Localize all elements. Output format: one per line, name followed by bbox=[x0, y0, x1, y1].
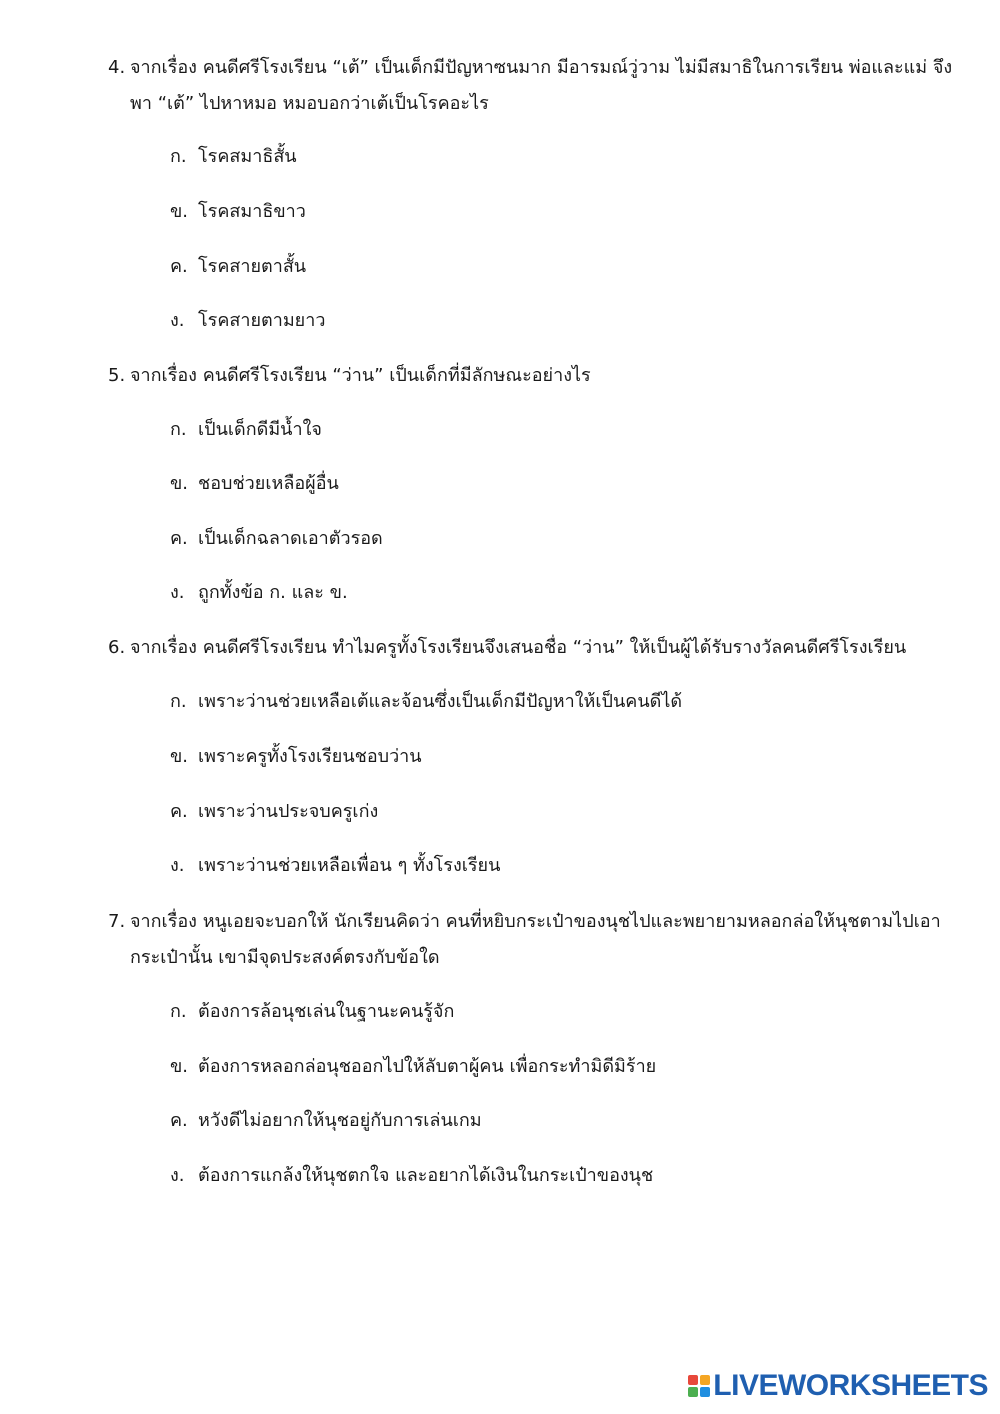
option-text: เพราะว่านช่วยเหลือเพื่อน ๆ ทั้งโรงเรียน bbox=[198, 855, 501, 876]
option-letter: ข. bbox=[170, 1056, 189, 1077]
logo-square-icon bbox=[688, 1387, 698, 1397]
option-letter: ง. bbox=[170, 1165, 185, 1186]
option-text: เพราะว่านประจบครูเก่ง bbox=[198, 801, 379, 822]
logo-square-icon bbox=[700, 1375, 710, 1385]
question-text: จากเรื่อง คนดีศรีโรงเรียน “ว่าน” เป็นเด็กที่มีลักษณะอย่างไร bbox=[130, 365, 591, 386]
option-text: เป็นเด็กดีมีน้ำใจ bbox=[198, 419, 322, 440]
option-5-d[interactable] bbox=[170, 578, 950, 608]
option-4-a[interactable] bbox=[170, 142, 950, 172]
question-4 bbox=[108, 50, 968, 122]
question-7 bbox=[108, 904, 968, 976]
option-6-b[interactable] bbox=[170, 742, 950, 772]
option-text: ต้องการล้อนุชเล่นในฐานะคนรู้จัก bbox=[198, 1001, 455, 1022]
option-5-b[interactable] bbox=[170, 469, 950, 499]
option-letter: ก. bbox=[170, 419, 187, 440]
option-text: เพราะว่านช่วยเหลือเต้และจ้อนซึ่งเป็นเด็กมีปัญหาให้เป็นคนดีได้ bbox=[198, 691, 683, 712]
question-number: 7. bbox=[108, 911, 126, 932]
option-letter: ก. bbox=[170, 1001, 187, 1022]
option-5-c[interactable] bbox=[170, 524, 950, 554]
option-text: ถูกทั้งข้อ ก. และ ข. bbox=[198, 582, 348, 603]
option-text: โรคสมาธิสั้น bbox=[198, 146, 297, 167]
option-text: ชอบช่วยเหลือผู้อื่น bbox=[198, 473, 339, 494]
option-4-b[interactable] bbox=[170, 197, 950, 227]
question-text: จากเรื่อง หนูเอยจะบอกให้ นักเรียนคิดว่า คนที่หยิบกระเป๋าของนุชไปและพยายามหลอกล่อให้นุชตามไปเอา กระเป๋านั้น เขามีจุดประสงค์ตรงกับข้อใด bbox=[130, 911, 941, 968]
question-number: 5. bbox=[108, 365, 126, 386]
option-7-d[interactable] bbox=[170, 1161, 950, 1191]
option-letter: ง. bbox=[170, 310, 185, 331]
option-letter: ข. bbox=[170, 473, 189, 494]
option-letter: ก. bbox=[170, 691, 187, 712]
question-text: จากเรื่อง คนดีศรีโรงเรียน ทำไมครูทั้งโรงเรียนจึงเสนอชื่อ “ว่าน” ให้เป็นผู้ได้รับรางวัลคนดีศรีโรงเรียน bbox=[130, 637, 907, 658]
option-letter: ง. bbox=[170, 582, 185, 603]
option-letter: ง. bbox=[170, 855, 185, 876]
question-number: 6. bbox=[108, 637, 126, 658]
option-7-c[interactable] bbox=[170, 1106, 950, 1136]
question-text: จากเรื่อง คนดีศรีโรงเรียน “เต้” เป็นเด็กมีปัญหาซนมาก มีอารมณ์วู่วาม ไม่มีสมาธิในการเรียน พ่อและแม่ จึงพา “เต้” ไปหาหมอ หมอบอกว่าเต้เป็นโรคอะไร bbox=[130, 57, 953, 114]
option-text: โรคสมาธิขาว bbox=[198, 201, 306, 222]
question-number: 4. bbox=[108, 57, 126, 78]
option-6-c[interactable] bbox=[170, 797, 950, 827]
option-7-a[interactable] bbox=[170, 997, 950, 1027]
liveworksheets-logo-icon bbox=[688, 1375, 710, 1397]
option-text: โรคสายตาสั้น bbox=[198, 256, 307, 277]
option-letter: ข. bbox=[170, 201, 189, 222]
option-text: เพราะครูทั้งโรงเรียนชอบว่าน bbox=[198, 746, 422, 767]
option-6-d[interactable] bbox=[170, 851, 950, 881]
option-letter: ค. bbox=[170, 256, 188, 277]
option-letter: ค. bbox=[170, 801, 188, 822]
option-7-b[interactable] bbox=[170, 1052, 950, 1082]
option-text: หวังดีไม่อยากให้นุชอยู่กับการเล่นเกม bbox=[198, 1110, 482, 1131]
question-5 bbox=[108, 358, 968, 394]
option-letter: ก. bbox=[170, 146, 187, 167]
option-4-d[interactable] bbox=[170, 306, 950, 336]
option-text: ต้องการแกล้งให้นุชตกใจ และอยากได้เงินในกระเป๋าของนุช bbox=[198, 1165, 654, 1186]
option-text: เป็นเด็กฉลาดเอาตัวรอด bbox=[198, 528, 383, 549]
option-letter: ค. bbox=[170, 528, 188, 549]
option-text: โรคสายตามยาว bbox=[198, 310, 326, 331]
option-text: ต้องการหลอกล่อนุชออกไปให้ลับตาผู้คน เพื่อกระทำมิดีมิร้าย bbox=[198, 1056, 657, 1077]
liveworksheets-logo[interactable] bbox=[688, 1366, 988, 1406]
logo-text: LIVEWORKSHEETS bbox=[713, 1369, 988, 1402]
option-letter: ข. bbox=[170, 746, 189, 767]
logo-square-icon bbox=[688, 1375, 698, 1385]
option-6-a[interactable] bbox=[170, 687, 950, 717]
question-6 bbox=[108, 630, 968, 666]
option-4-c[interactable] bbox=[170, 252, 950, 282]
option-5-a[interactable] bbox=[170, 415, 950, 445]
option-letter: ค. bbox=[170, 1110, 188, 1131]
logo-square-icon bbox=[700, 1387, 710, 1397]
